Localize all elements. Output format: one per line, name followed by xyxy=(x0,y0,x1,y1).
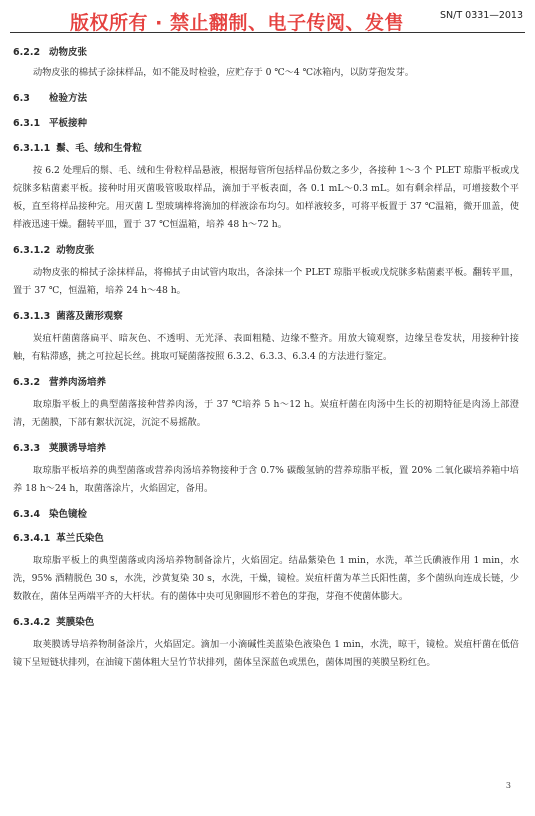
section-heading xyxy=(13,508,519,522)
paragraph: 动物皮张的棉拭子涂抹样品，将棉拭子由试管内取出，各涂抹一个 PLET 琼脂平板或戊烷脒多粘菌素平板。翻转平皿，置于 37 ℃，恒温箱，培养 24 h～48 h。 xyxy=(13,267,519,296)
section-heading xyxy=(13,442,519,456)
section-title: 营养肉汤培养 xyxy=(49,377,107,388)
section-heading xyxy=(13,616,519,630)
section-number: 6.3.1.2 xyxy=(13,245,51,256)
section-heading xyxy=(13,92,519,106)
section-title: 染色镜检 xyxy=(49,509,88,520)
header-divider xyxy=(10,32,525,33)
paragraph: 按 6.2 处理后的鬃、毛、绒和生骨粒样品悬液，根据每管所包括样品份数之多少，各接种 1～3 个 PLET 琼脂平板或戊烷脒多粘菌素平板。接种时用灭菌吸管吸取样品，滴加于平板表面，各 0.1 mL～0.3 mL。如有剩余样品，可增接数个平板，直至将样品接种完。用灭菌 L 型玻璃棒将滴加的样液涂布均匀。如样液较多，可将平板置于 37 ℃温箱，微开皿盖，使样液迅速干燥。翻转平皿，置于 37 ℃恒温箱，培养 48 h～72 h。 xyxy=(13,165,519,230)
section-heading xyxy=(13,117,519,131)
page-number: 3 xyxy=(505,781,511,790)
document-body xyxy=(13,46,519,672)
section-title: 鬃、毛、绒和生骨粒 xyxy=(56,143,142,154)
section-number: 6.2.2 xyxy=(13,47,41,58)
section-title: 检验方法 xyxy=(49,93,88,104)
section-number: 6.3.1 xyxy=(13,118,41,129)
section-number: 6.3.1.1 xyxy=(13,143,51,154)
section-number: 6.3.3 xyxy=(13,443,41,454)
paragraph: 取琼脂平板培养的典型菌落或营养肉汤培养物接种于含 0.7% 碳酸氢钠的营养琼脂平板，置 20% 二氧化碳培养箱中培养 18 h～24 h，取菌落涂片，火焰固定，备用。 xyxy=(13,465,519,494)
copyright-watermark: 版权所有 · 禁止翻制、电子传阅、发售 xyxy=(70,12,404,34)
section-heading xyxy=(13,310,519,324)
paragraph: 取荚膜诱导培养物制备涂片，火焰固定。滴加一小滴碱性美蓝染色液染色 1 min，水洗，晾干，镜检。炭疽杆菌在低倍镜下呈短链状排列，在油镜下菌体粗大呈竹节状排列，菌体呈深蓝色或黑色，菌体周围的荚膜呈粉红色。 xyxy=(13,639,519,668)
paragraph: 动物皮张的棉拭子涂抹样品，如不能及时检验，应贮存于 0 ℃～4 ℃冰箱内，以防芽孢发芽。 xyxy=(33,67,414,78)
section-number: 6.3.4.1 xyxy=(13,533,51,544)
section-title: 菌落及菌形观察 xyxy=(56,311,123,322)
paragraph: 取琼脂平板上的典型菌落或肉汤培养物制备涂片，火焰固定。结晶紫染色 1 min，水洗，革兰氏碘液作用 1 min，水洗，95% 酒精脱色 30 s，水洗，沙黄复染 30 s，水洗，干燥，镜检。炭疽杆菌为革兰氏阳性菌，多个菌纵向连成长链，少数散在，菌体呈两端平齐的大杆状。有的菌体中央可见卵圆形不着色的芽孢，芽孢不使菌体膨大。 xyxy=(13,555,519,602)
section-heading xyxy=(13,376,519,390)
section-title: 革兰氏染色 xyxy=(56,533,104,544)
section-number: 6.3.4 xyxy=(13,509,41,520)
section-title: 荚膜染色 xyxy=(56,617,95,628)
paragraph: 炭疽杆菌菌落扁平、暗灰色、不透明、无光泽、表面粗糙、边缘不整齐。用放大镜观察，边缘呈卷发状，用接种针接触，有粘滞感，挑之可拉起长丝。挑取可疑菌落按照 6.3.2、6.3.3、6.3.4 的方法进行鉴定。 xyxy=(13,333,519,362)
section-title: 平板接种 xyxy=(49,118,88,129)
section-heading xyxy=(13,46,519,60)
page-header xyxy=(0,0,535,34)
section-number: 6.3.1.3 xyxy=(13,311,51,322)
section-number: 6.3.2 xyxy=(13,377,41,388)
section-title: 动物皮张 xyxy=(56,245,95,256)
section-heading xyxy=(13,244,519,258)
section-title: 荚膜诱导培养 xyxy=(49,443,107,454)
paragraph: 取琼脂平板上的典型菌落接种营养肉汤，于 37 ℃培养 5 h～12 h。炭疽杆菌在肉汤中生长的初期特征是肉汤上部澄清，无菌膜，下部有絮状沉淀，沉淀不易摇散。 xyxy=(13,399,519,428)
section-number: 6.3 xyxy=(13,93,30,104)
section-number: 6.3.4.2 xyxy=(13,617,51,628)
section-title: 动物皮张 xyxy=(49,47,88,58)
standard-number: SN/T 0331—2013 xyxy=(439,10,523,21)
section-heading xyxy=(13,142,519,156)
section-heading xyxy=(13,532,519,546)
